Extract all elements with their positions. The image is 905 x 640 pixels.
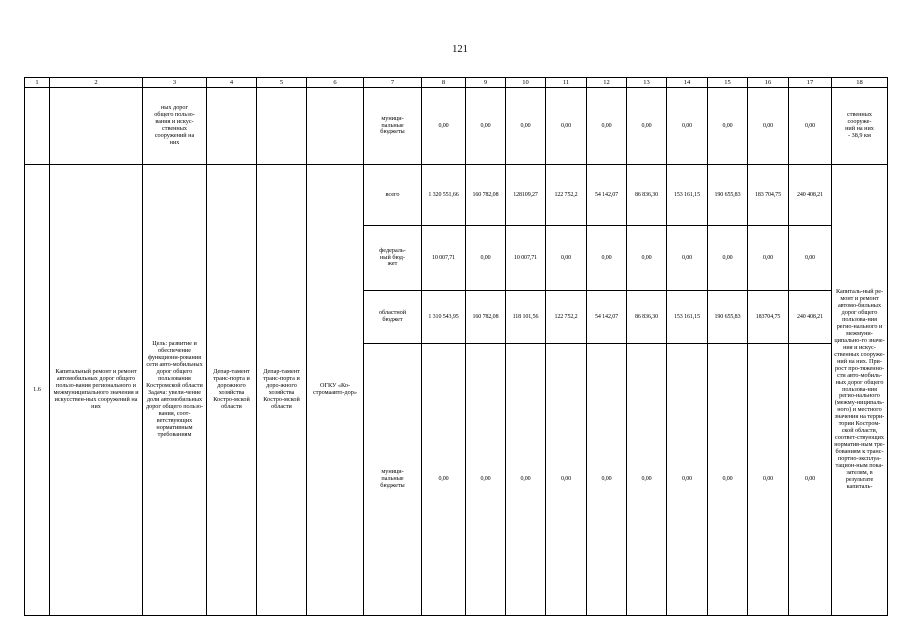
item-participant: ОГКУ «Ко-стромаавто-дор» — [307, 165, 364, 616]
column-header: 15 — [708, 78, 748, 88]
amount-cell: 10 007,71 — [422, 226, 466, 291]
column-header: 6 — [307, 78, 364, 88]
item-name: Капитальный ремонт и ремонт автомобильных дорог общего пользо-вания регионального и межмуниципального значения и искусствен-ных сооружений на них — [50, 165, 143, 616]
funding-source: федераль- ный бюд- жет — [364, 226, 422, 291]
column-header: 17 — [789, 78, 832, 88]
program-activities-table — [24, 77, 888, 616]
column-header: 18 — [832, 78, 888, 88]
amount-cell: 0,00 — [627, 344, 667, 616]
table-row-total — [25, 165, 888, 226]
column-header: 2 — [50, 78, 143, 88]
amount-cell: 0,00 — [667, 226, 708, 291]
amount-cell: 1 310 543,95 — [422, 291, 466, 344]
amount-cell: 86 836,30 — [627, 165, 667, 226]
amount-cell: 190 655,83 — [708, 291, 748, 344]
column-header: 7 — [364, 78, 422, 88]
amount-cell: 0,00 — [748, 88, 789, 165]
amount-cell: 0,00 — [422, 88, 466, 165]
amount-cell: 0,00 — [708, 344, 748, 616]
column-header: 4 — [207, 78, 257, 88]
amount-cell: 0,00 — [789, 88, 832, 165]
column-header: 9 — [466, 78, 506, 88]
page-number: 121 — [452, 44, 468, 55]
amount-cell: 153 161,15 — [667, 291, 708, 344]
amount-cell: 0,00 — [466, 344, 506, 616]
result-cell-continued: ственных сооруже- ний на них - 38,9 км — [832, 88, 888, 165]
amount-cell: 0,00 — [466, 226, 506, 291]
column-header: 13 — [627, 78, 667, 88]
column-header: 10 — [506, 78, 546, 88]
empty-cell — [307, 88, 364, 165]
column-header: 3 — [143, 78, 207, 88]
column-header: 12 — [587, 78, 627, 88]
amount-cell: 0,00 — [506, 88, 546, 165]
amount-cell: 0,00 — [627, 88, 667, 165]
amount-cell: 0,00 — [466, 88, 506, 165]
amount-cell: 122 752,2 — [546, 291, 587, 344]
amount-cell: 128109,27 — [506, 165, 546, 226]
amount-cell: 54 142,07 — [587, 291, 627, 344]
table-row-continued — [25, 88, 888, 165]
empty-cell — [50, 88, 143, 165]
amount-cell: 122 752,2 — [546, 165, 587, 226]
amount-cell: 0,00 — [587, 88, 627, 165]
amount-cell: 183704,75 — [748, 291, 789, 344]
column-header: 16 — [748, 78, 789, 88]
item-goal: Цель: развитие и обеспечение функциони-рования сети авто-мобильных дорог общего пользования Костромской области Задача: увели-чение доли автомобильных дорог общего пользо-вания, соот-ветствующих нормативным требованиям — [143, 165, 207, 616]
item-number: 1.6 — [25, 165, 50, 616]
amount-cell: 0,00 — [789, 226, 832, 291]
item-result: Капиталь-ный ре-монт и ремонт автомо-бильных дорог общего пользова-ния регио-нального и межмуни-ципально-го значе-ния и искус-ственных сооруже-ний на них. При-рост про-тяженно-сти авто-мобиль-ных дорог общего пользова-ния регио-нального (межму-ниципаль-ного) и местного значения на терри-тории Костром-ской области, соответ-ствующих норматив-ным тре-бованиям к транс-портно-эксплуа-тацион-ным пока-зателям, в результате капиталь- — [832, 165, 888, 616]
funding-source: муници- пальные бюджеты — [364, 88, 422, 165]
column-header: 5 — [257, 78, 307, 88]
amount-cell: 10 007,71 — [506, 226, 546, 291]
amount-cell: 0,00 — [748, 344, 789, 616]
funding-source: областной бюджет — [364, 291, 422, 344]
amount-cell: 0,00 — [506, 344, 546, 616]
goal-cell-continued: ных дорог общего пользо- вания и искус- ственных сооружений на них — [143, 88, 207, 165]
funding-source: муници- пальные бюджеты — [364, 344, 422, 616]
amount-cell: 1 320 551,66 — [422, 165, 466, 226]
column-header: 8 — [422, 78, 466, 88]
amount-cell: 0,00 — [708, 88, 748, 165]
amount-cell: 0,00 — [587, 226, 627, 291]
amount-cell: 118 101,56 — [506, 291, 546, 344]
amount-cell: 183 704,75 — [748, 165, 789, 226]
amount-cell: 190 655,83 — [708, 165, 748, 226]
amount-cell: 0,00 — [546, 344, 587, 616]
empty-cell — [25, 88, 50, 165]
column-header: 14 — [667, 78, 708, 88]
amount-cell: 0,00 — [667, 344, 708, 616]
amount-cell: 0,00 — [748, 226, 789, 291]
amount-cell: 160 782,08 — [466, 291, 506, 344]
amount-cell: 0,00 — [422, 344, 466, 616]
column-header: 1 — [25, 78, 50, 88]
amount-cell: 240 408,21 — [789, 165, 832, 226]
empty-cell — [207, 88, 257, 165]
item-responsible: Депар-тамент транс-порта и дорожного хозяйства Костро-мской области — [207, 165, 257, 616]
amount-cell: 54 142,07 — [587, 165, 627, 226]
amount-cell: 240 408,21 — [789, 291, 832, 344]
amount-cell: 86 836,30 — [627, 291, 667, 344]
amount-cell: 0,00 — [789, 344, 832, 616]
amount-cell: 0,00 — [587, 344, 627, 616]
amount-cell: 0,00 — [708, 226, 748, 291]
amount-cell: 0,00 — [546, 88, 587, 165]
amount-cell: 0,00 — [546, 226, 587, 291]
amount-cell: 0,00 — [667, 88, 708, 165]
funding-source: всего — [364, 165, 422, 226]
item-coexecutor: Депар-тамент транс-порта и доро-жного хозяйства Костро-мской области — [257, 165, 307, 616]
column-header: 11 — [546, 78, 587, 88]
amount-cell: 0,00 — [627, 226, 667, 291]
amount-cell: 153 161,15 — [667, 165, 708, 226]
empty-cell — [257, 88, 307, 165]
amount-cell: 160 782,08 — [466, 165, 506, 226]
column-number-row — [25, 78, 888, 88]
